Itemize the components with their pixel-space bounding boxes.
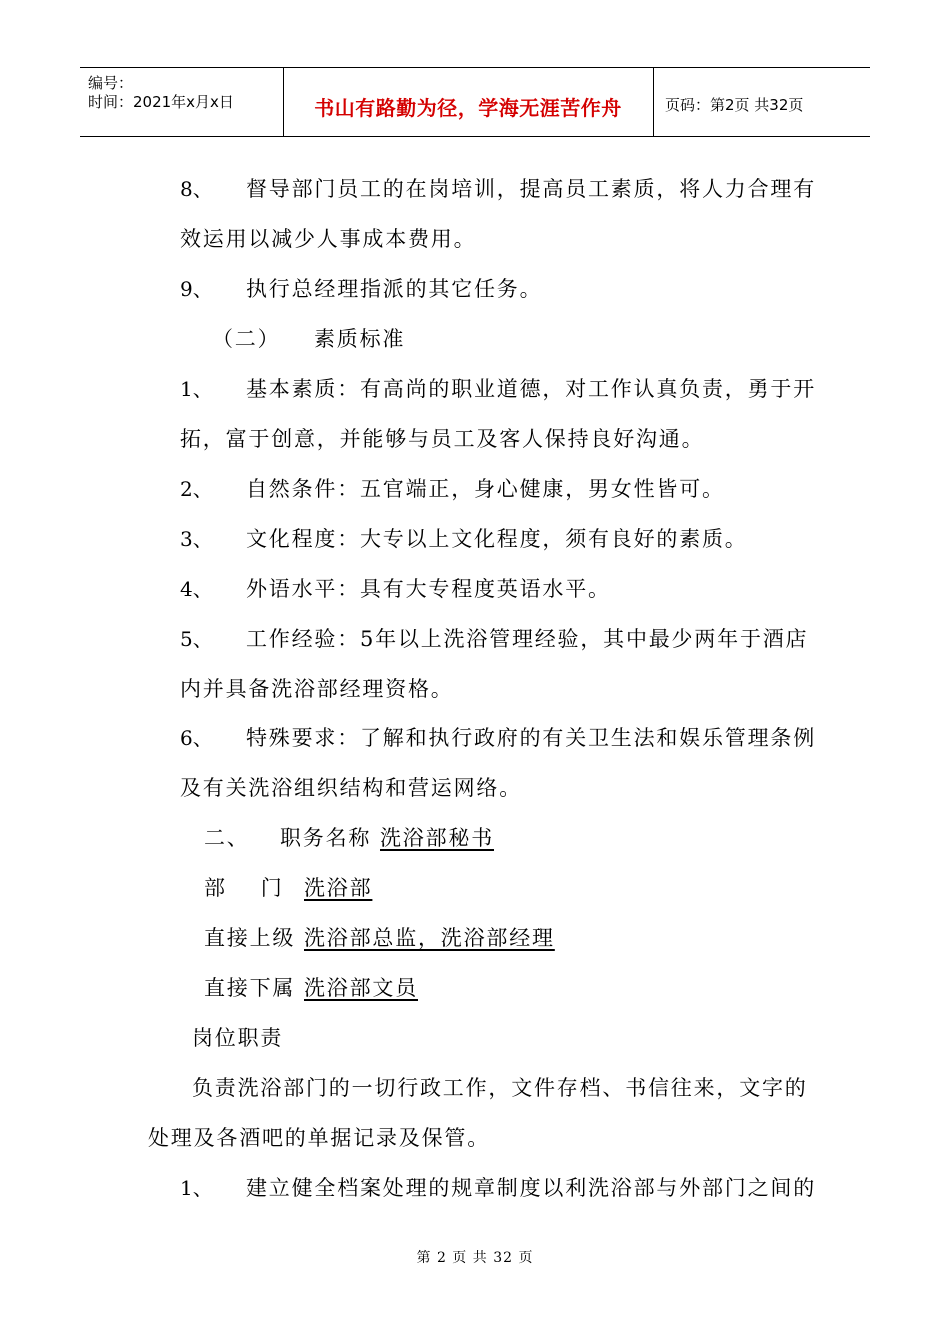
header-middle-cell [283,68,654,136]
section-number: 二、 [204,826,250,850]
page-header [80,67,870,137]
paragraph-line: 文化程度：大专以上文化程度，须有良好的素质。 [246,527,748,551]
field-value: 洗浴部 [304,876,373,900]
item-number: 9、 [180,277,213,301]
section-heading: 素质标准 [314,327,406,351]
paragraph-line: 特殊要求：了解和执行政府的有关卫生法和娱乐管理条例 [246,726,816,750]
paragraph-line: 督导部门员工的在岗培训，提高员工素质，将人力合理有 [246,177,816,201]
paragraph-line: 处理及各酒吧的单据记录及保管。 [148,1126,490,1150]
field-label: 职务名称 [280,826,372,850]
section-number: （二） [212,327,281,351]
header-left-cell [80,68,284,136]
paragraph-line: 效运用以减少人事成本费用。 [180,227,477,251]
paragraph-line: 及有关洗浴组织结构和营运网络。 [180,776,522,800]
field-label: 部 门 [204,876,284,900]
paragraph-line: 外语水平：具有大专程度英语水平。 [246,577,611,601]
time-label: 时间：2021年x月x日 [88,93,234,111]
item-number: 4、 [180,577,213,601]
paragraph-line: 工作经验：5年以上洗浴管理经验，其中最少两年于酒店 [246,627,809,651]
field-label: 直接下属 [204,976,296,1000]
paragraph-line: 拓，富于创意，并能够与员工及客人保持良好沟通。 [180,427,705,451]
paragraph-line: 负责洗浴部门的一切行政工作，文件存档、书信往来，文字的 [192,1076,808,1100]
item-number: 8、 [180,177,213,201]
page-info: 页码：第2页 共32页 [665,96,804,114]
item-number: 3、 [180,527,213,551]
paragraph-line: 建立健全档案处理的规章制度以利洗浴部与外部门之间的 [246,1176,816,1200]
item-number: 6、 [180,726,213,750]
paragraph-line: 基本素质：有高尚的职业道德，对工作认真负责，勇于开 [246,377,816,401]
field-label: 直接上级 [204,926,296,950]
header-right-cell [653,68,870,136]
item-number: 5、 [180,627,213,651]
motto-text: 书山有路勤为径，学海无涯苦作舟 [314,96,622,120]
item-number: 1、 [180,1176,213,1200]
field-value: 洗浴部总监，洗浴部经理 [304,926,555,950]
subheading: 岗位职责 [192,1026,284,1050]
field-value: 洗浴部文员 [304,976,418,1000]
item-number: 2、 [180,477,213,501]
paragraph-line: 内并具备洗浴部经理资格。 [180,677,454,701]
number-label: 编号： [88,74,134,92]
field-value: 洗浴部秘书 [380,826,494,850]
paragraph-line: 执行总经理指派的其它任务。 [246,277,543,301]
item-number: 1、 [180,377,213,401]
page-footer: 第 2 页 共 32 页 [416,1250,534,1266]
paragraph-line: 自然条件：五官端正，身心健康，男女性皆可。 [246,477,725,501]
